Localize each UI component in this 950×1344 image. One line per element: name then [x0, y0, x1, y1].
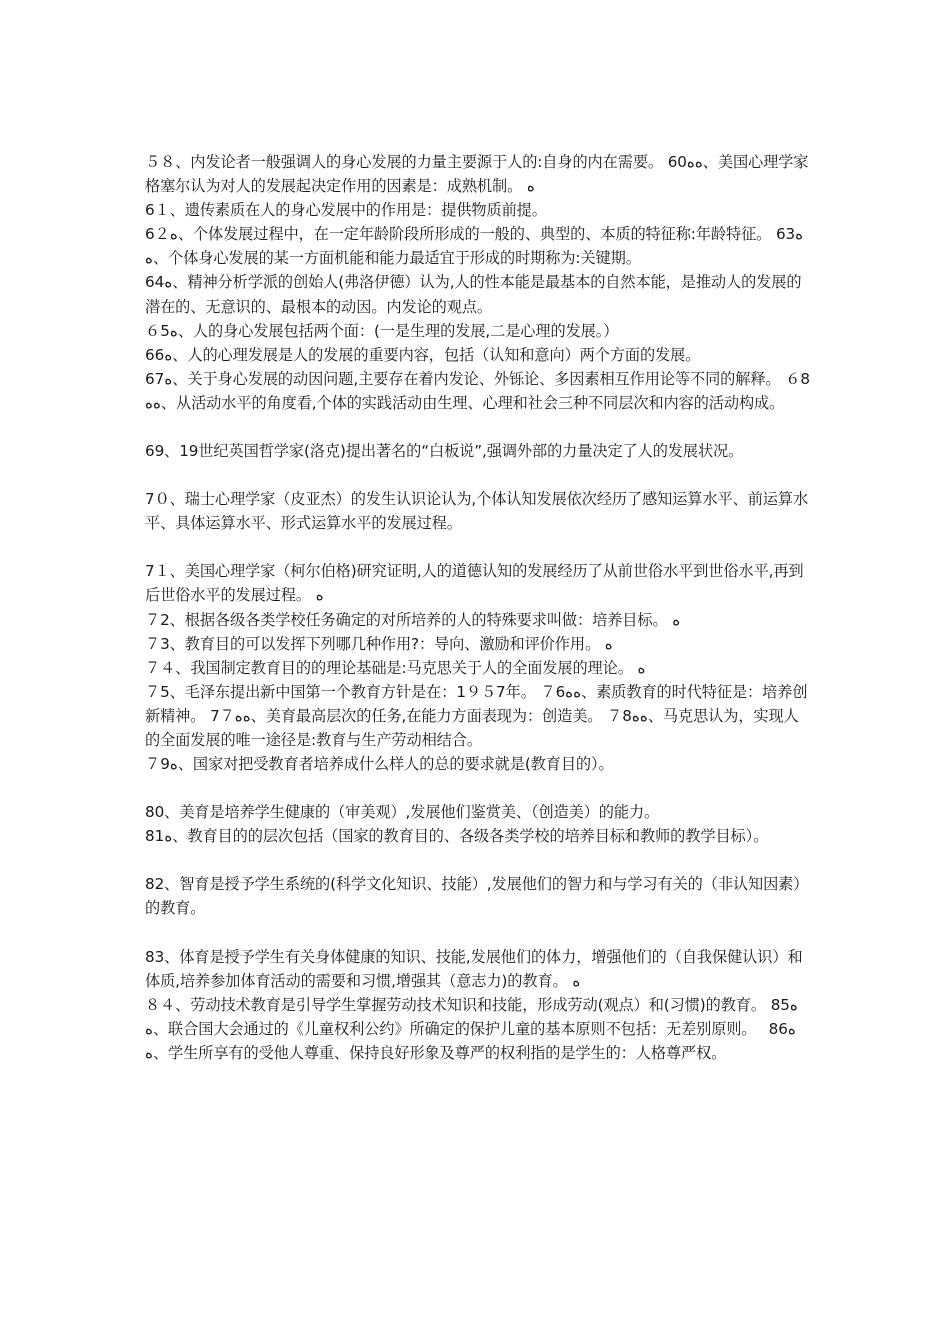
paragraph-spacer — [145, 848, 810, 872]
paragraph-84-86: ８４、劳动技术教育是引导学生掌握劳动技术知识和技能，形成劳动(观点）和(习惯)的教育。 85ﻩﻩ、联合国大会通过的《儿童权利公约》所确定的保护儿童的基本原则不包括：无差别原则。 86ﻩﻩ、学生所享有的受他人尊重、保持良好形象及尊严的权利指的是学生的：人格尊严权。 — [145, 995, 798, 1062]
paragraph-65: ６5ﻩ、人的身心发展包括两个面：(一是生理的发展,二是心理的发展。） — [145, 321, 619, 340]
paragraph-spacer — [145, 415, 810, 439]
paragraph-73: ７3、教育目的可以发挥下列哪几种作用?：导向、激励和评价作用。 ﻩ — [145, 634, 613, 653]
paragraph-74: ７４、我国制定教育目的的理论基础是:马克思关于人的全面发展的理论。 ﻩ — [145, 658, 646, 677]
paragraph-64: 64ﻩ、精神分析学派的创始人(弗洛伊德）认为,人的性本能是最基本的自然本能，是推动人的发展的潜在的、无意识的、最根本的动因。内发论的观点。 — [145, 273, 802, 316]
paragraph-79: ７9ﻩ、国家对把受教育者培养成什么样人的总的要求就是(教育目的）。 — [145, 755, 614, 774]
paragraph-spacer — [145, 463, 810, 487]
paragraph-72: ７2、根据各级各类学校任务确定的对所培养的人的特殊要求叫做：培养目标。 ﻩ — [145, 610, 681, 629]
paragraph-66: 66ﻩ、人的心理发展是人的发展的重要内容，包括（认知和意向）两个方面的发展。 — [145, 345, 701, 364]
paragraph-58-60: ５８、内发论者一般强调人的身心发展的力量主要源于人的:自身的内在需要。 60ﻩﻩ、美国心理学家格塞尔认为对人的发展起决定作用的因素是：成熟机制。 ﻩ — [145, 153, 809, 196]
paragraph-spacer — [145, 776, 810, 800]
paragraph-spacer — [145, 535, 810, 559]
paragraph-75-78: ７5、毛泽东提出新中国第一个教育方针是在：1９５7年。 ７6ﻩﻩ、素质教育的时代特征是：培养创新精神。 7７ﻩﻩ、美育最高层次的任务,在能力方面表现为：创造美。 ７ﻩﻩ8、马克思认为，实现人的全面发展的唯一途径是:教育与生产劳动相结合。 — [145, 682, 808, 749]
paragraph-70: 7０、瑞士心理学家（皮亚杰）的发生认识论认为,个体认知发展依次经历了感知运算水平、前运算水平、具体运算水平、形式运算水平的发展过程。 — [145, 490, 809, 533]
paragraph-61: 6１、遗传素质在人的身心发展中的作用是：提供物质前提。 — [145, 201, 547, 220]
paragraph-71: 7１、美国心理学家（柯尔伯格)研究证明,人的道德认知的发展经历了从前世俗水平到世俗水平,再到后世俗水平的发展过程。 ﻩ — [145, 562, 804, 605]
document-body — [145, 150, 810, 1065]
paragraph-spacer — [145, 921, 810, 945]
paragraph-67-68: 67ﻩ、关于身心发展的动因问题,主要存在着内发论、外铄论、多因素相互作用论等不同的解释。 ６8ﻩﻩ、从活动水平的角度看,个体的实践活动由生理、心理和社会三种不同层次和内容的活动构成。 — [145, 369, 810, 412]
paragraph-83: 83、体育是授予学生有关身体健康的知识、技能,发展他们的体力，增强他们的（自我保健认识）和体质,培养参加体育活动的需要和习惯,增强其（意志力)的教育。 ﻩ — [145, 947, 803, 990]
paragraph-82: 82、智育是授予学生系统的(科学文化知识、技能）,发展他们的智力和与学习有关的（非认知因素）的教育。 — [145, 875, 809, 918]
paragraph-62-63: 6２ﻩ、个体发展过程中，在一定年龄阶段所形成的一般的、典型的、本质的特征称:年龄特征。 63ﻩﻩ、个体身心发展的某一方面机能和能力最适宜于形成的时期称为:关键期。 — [145, 225, 804, 268]
paragraph-81: 81ﻩ、教育目的的层次包括（国家的教育目的、各级各类学校的培养目标和教师的教学目标）。 — [145, 827, 769, 846]
paragraph-69: 69、19世纪英国哲学家(洛克)提出著名的“白板说”,强调外部的力量决定了人的发展状况。 — [145, 442, 744, 461]
paragraph-80: 80、美育是培养学生健康的（审美观）,发展他们鉴赏美、（创造美）的能力。 — [145, 803, 660, 822]
